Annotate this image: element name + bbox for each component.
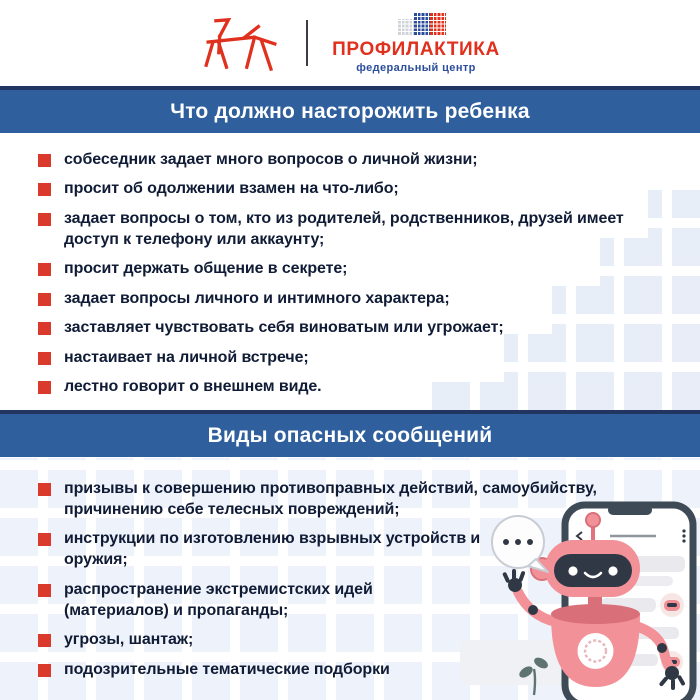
list-item	[0, 580, 480, 622]
list-item	[0, 377, 644, 398]
list-item-text: задает вопросы личного и интимного характера;	[64, 289, 450, 307]
bullet-square-icon	[38, 352, 51, 365]
section2-title: Виды опасных сообщений	[207, 423, 493, 447]
robot-badge	[578, 633, 614, 669]
bullet-square-icon	[38, 183, 51, 196]
list-item-text: инструкции по изготовлению взрывных устройств и оружия;	[64, 530, 481, 569]
list-item	[0, 318, 644, 339]
section2-banner	[0, 410, 700, 457]
section1-list	[0, 133, 700, 410]
list-item	[0, 289, 644, 310]
logo-divider	[306, 20, 308, 66]
list-item-text: собеседник задает много вопросов о личной жизни;	[64, 151, 478, 168]
robot-hand-left	[502, 569, 526, 592]
bullet-square-icon	[38, 322, 51, 335]
bullet-square-icon	[38, 263, 51, 276]
brand-subtitle: федеральный центр	[356, 62, 476, 74]
bullet-square-icon	[38, 154, 51, 167]
brand-logo	[332, 12, 500, 74]
bullet-square-icon	[38, 584, 51, 597]
list-item-text: угрозы, шантаж;	[64, 631, 194, 649]
section1-banner	[0, 86, 700, 133]
robot-eye	[608, 566, 617, 575]
bullet-square-icon	[38, 381, 51, 394]
robot-eye	[568, 566, 577, 575]
list-item-text: лестно говорит о внешнем виде.	[64, 378, 322, 396]
robot-body-rim	[551, 604, 640, 624]
robot-visor	[554, 554, 632, 587]
header	[0, 0, 700, 86]
section1-title: Что должно насторожить ребенка	[170, 99, 530, 123]
list-item-text: просит держать общение в секрете;	[64, 260, 348, 278]
ground-strip	[460, 640, 565, 685]
list-item-text: призывы к совершению противоправных действий, самоубийству, причинению себе телесных повреждений;	[64, 480, 597, 518]
typing-speech-bubble	[492, 516, 548, 572]
bullet-square-icon	[38, 664, 51, 677]
list-item-text: настаивает на личной встрече;	[64, 348, 309, 366]
dot-grid-gray	[398, 19, 414, 35]
list-item-text: заставляет чувствовать себя виноватым или угрожает;	[64, 319, 504, 337]
list-item-text: задает вопросы о том, кто из родителей, родственников, друзей имеет доступ к телефону или аккаунту;	[64, 209, 624, 248]
bullet-square-icon	[38, 533, 51, 546]
phone-notch	[608, 505, 652, 515]
dot-grid-logo-icon	[398, 12, 446, 35]
list-item-text: подозрительные тематические подборки	[64, 660, 390, 678]
list-item	[0, 209, 644, 251]
dot-grid-blue	[414, 12, 430, 35]
menu-dots-icon	[682, 529, 685, 542]
robot-antenna	[586, 513, 600, 527]
bullet-square-icon	[38, 483, 51, 496]
dot-grid-red	[430, 12, 446, 35]
list-item-text: распространение экстремистских идей (материалов) и пропаганды;	[64, 580, 373, 619]
list-item-text: просит об одолжении взамен на что-либо;	[64, 180, 399, 198]
typing-dots-icon	[503, 539, 533, 545]
list-item	[0, 150, 644, 171]
list-item	[0, 179, 644, 200]
bullet-square-icon	[38, 213, 51, 226]
list-item	[0, 348, 644, 369]
line-animal-logo-icon	[200, 14, 282, 72]
bullet-square-icon	[38, 634, 51, 647]
robot-phone-illustration	[460, 490, 700, 700]
bullet-square-icon	[38, 293, 51, 306]
brand-name: ПРОФИЛАКТИКА	[332, 39, 500, 60]
list-item	[0, 259, 644, 280]
